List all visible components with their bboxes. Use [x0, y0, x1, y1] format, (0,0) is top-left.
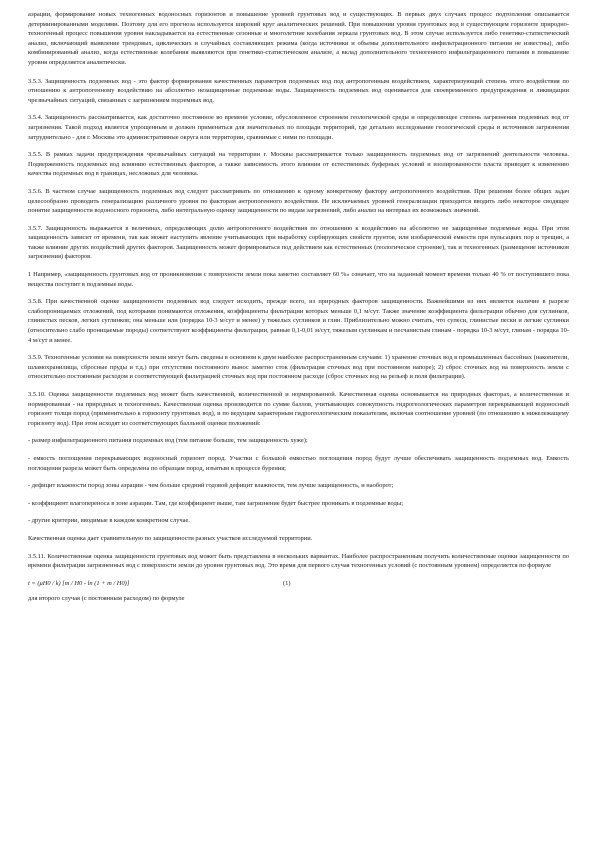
list-item-moisture-transfer: - коэффициент влагопереноса в зоне аэрации. Там, где коэффициент выше, там загрязнение будет быстрее проникать в подземные воды; — [28, 499, 403, 507]
list-item-absorption: - емкость поглощения перекрывающих водоносный горизонт пород. Участки с большой емкостью поглощения пород будут лучше обеспечивать защищенность подземных вод. Емкость поглощения разреза может быть определена по образцам пород, изъятым в процессе бурения; — [28, 454, 569, 472]
paragraph-3-5-7: 3.5.7. Защищенность выражается в величинах, определяющих долю антропогенного воздействия по отношению к воздействию на абсолютно не защищенные подземные воды. При этом защищенность зависит от времени, так как может наступить явление учитывающих при выработку сорбирующих свойств грунтов, или изобарической емкости при пульсациях пор и трещин, а также влияние других воздействий других факторов. Защищенность может формироваться под действием как естественных (геологическое строение), так и техногенных (размещение источников загрязнения) факторов. — [28, 224, 569, 261]
paragraph-3-5-3: 3.5.3. Защищенность подземных вод - это фактор формирования качественных параметров подземных вод под антропогенным воздействием, характеризующий степень этого воздействия по отношению к антропогенному воздействию на абсолютно незащищенные подземные воды. Защищенность подземных вод оценивается для своевременного предупреждения и ликвидации чрезвычайных ситуаций, связанных с загрязнением подземных вод. — [28, 77, 569, 104]
list-item-other-criteria: - другие критерии, вводимые в каждом конкретном случае. — [28, 517, 190, 525]
list-item-moisture-deficit: - дефицит влажности пород зоны аэрации - чем больше средний годовой дефицит влажности, тем лучше защищенность, и наоборот; — [28, 482, 394, 490]
formula-number: (1) — [283, 579, 291, 587]
paragraph-3-5-6: 3.5.6. В частном случае защищенность подземных вод следует рассматривать по отношению к одному конкретному фактору антропогенного воздействия. При решении более общих задач целесообразно проводить генерализацию различного уровня по факторам антропогенного воздействия. Не исключаемых уровней генерализации приходится вводить либо некоторое сводящее понятие защищенности водоносного горизонта, либо интегральную оценку защищенности по видам загрязнений, либо анализ на интервал их возможных значений. — [28, 187, 569, 215]
paragraph-intro: аэрации, формирование новых техногенных водоносных горизонтов и повышение уровней грунтовых вод и существующих. В первых двух случаях процесс подтопления описывается детерминированными моделями. Поэтому для его прогноза используется широкий круг аналитических решений. При повышении уровня грунтовых вод в существующем горизонте природно-техногенный процесс повышения уровня накладывается на естественные сезонные и многолетние колебания зеркала грунтовых вод. В этом случае используется либо генетико-статистический анализ, включающий выявление трендовых, циклических и случайных составляющих режима (когда источники и объемы дополнительного инфильтрационного питания не известны), либо комбинированный анализ, когда естественные колебания выявляются при генетико-статистическом анализе, а вклад дополнительного техногенного инфильтрационного питания в повышение уровня определяется аналитически. — [28, 11, 569, 66]
paragraph-ending: для второго случая (с постоянным расходом) по формуле — [28, 595, 185, 603]
formula-row — [28, 579, 569, 589]
footnote-paragraph: 1 Например, «защищенность грунтовых вод от проникновения с поверхности земли пока заметно составляет 60 %» означает, что на заданный момент времени только 40 % от поступившего пока вещества поступит в подземные воды. — [28, 271, 569, 288]
paragraph-3-5-11: 3.5.11. Количественная оценка защищенности грунтовых вод может быть представлена в нескольких вариантах. Наиболее распространенным получить количественные оценки защищенности по времени фильтрации загрязненных вод с поверхности земли до уровня грунтовых вод. Это время для первого случая техногенных условий (с постоянным уровнем) определяется по формуле — [28, 552, 569, 570]
paragraph-qualitative-summary: Качественная оценка дает сравнительную по защищенности разных участков исследуемой территории. — [28, 534, 313, 542]
paragraph-3-5-10: 3.5.10. Оценка защищенности подземных вод может быть качественной, количественной и нормированной. Качественная оценка основывается на природных факторах, а количественная и нормированная - на природных и техногенных. Качественная оценка производится по сумме баллов, учитывающих совокупность гидрогеологических параметров перекрывающей водоносный горизонт толщи пород (применительно к горизонту грунтовых вод), и по ведущим характерным гидрогеологическим показателям, включая соотношение уровней (по отношению к нижележащему горизонту вод). При этом исходят из соответствующих балльной оценки положений: — [28, 391, 569, 427]
paragraph-3-5-4: 3.5.4. Защищенность рассматривается, как достаточно постоянное во времени условие, обусловленное строением геологической среды и определяющее степень загрязнения подземных вод от загрязнения. Такой подход является упрощенным и должен применяться для значительных по площади территорий, где детально исследование геологической среды и источников загрязнения затруднительно - для г. Москвы это административные округа или территории, сравнимые с ними по площади. — [28, 114, 569, 141]
paragraph-3-5-5: 3.5.5. В рамках задачи предупреждения чрезвычайных ситуаций на территории г. Москвы рассматривается только защищенность подземных вод от загрязнений деятельности человека. Подверженность подземных вод влиянию естественных факторов, а также зависимость этого влияния от естественных буферных условий и изолированности пласта приводят к изменению качества подземных вод в границах, несложных для человека. — [28, 151, 569, 178]
formula: t = (μH0 / k) [m / H0 - ln (1 + m / H0)] — [28, 579, 130, 587]
list-item-infiltration: - размер инфильтрационного питания подземных вод (тем питание больше, тем защищенность хуже); — [28, 437, 308, 445]
paragraph-3-5-8: 3.5.8. При качественной оценке защищенности подземных вод следует исходить, прежде всего, из природных факторов защищенности. Важнейшими из них является наличие в разрезе слабопроницаемых отложений, под которыми понимаются отложения, коэффициенты фильтрации которых меньше 0,1 м/сут. Также значение коэффициента фильтрации обычно для суглинков, глинистых песков, легких суглинков; она меньше или (порядка 10-3 м/сут и менее) у тяжелых суглинков и глин. Приблизительно можно считать, что супеси, глинистые пески и легкие суглинки (относительно слабо проницаемые породы) соответствуют коэффициенты фильтрации, равные 0,1-0,01 м/сут, тяжелым суглинкам и песчанистым глинам - порядка 10-3 м/сут, глинам - порядка 10-4 м/сут и менее. — [28, 298, 569, 344]
paragraph-3-5-9: 3.5.9. Техногенные условия на поверхности земли могут быть сведены в основном к двум наиболее распространенным случаям: 1) хранение сточных вод в промышленных бассейнах (накопители, шламохранилища, сбросные пруды и т.д.) при отсутствии постоянного вынос заметно сток (фильтрация сточных вод при постоянном напоре); 2) сброс сточных вод на поверхность земли с относительно постоянным расходом и соответствующей фильтрацией сточных вод при постоянном расходе (сброс сточных вод на рельеф и поля фильтрации). — [28, 354, 569, 381]
